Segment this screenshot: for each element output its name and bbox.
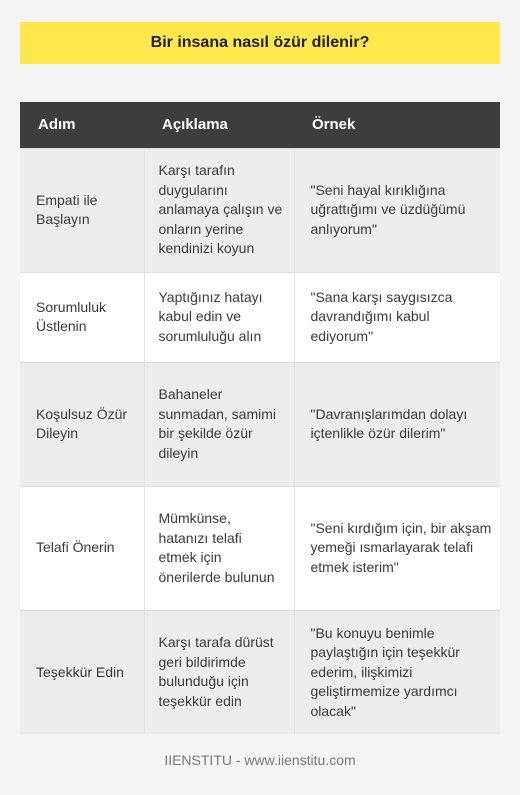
example-cell: "Seni kırdığım için, bir akşam yemeği ısmarlayarak telafi etmek isterim" xyxy=(294,486,500,610)
column-header-step: Adım xyxy=(20,102,144,148)
table-row xyxy=(20,148,500,272)
table-row xyxy=(20,362,500,486)
description-cell: Yaptığınız hatayı kabul edin ve sorumluluğu alın xyxy=(144,272,294,362)
description-cell: Karşı tarafa dürüst geri bildirimde bulunduğu için teşekkür edin xyxy=(144,610,294,734)
step-cell: Sorumluluk Üstlenin xyxy=(20,272,144,362)
page-title: Bir insana nasıl özür dilenir? xyxy=(150,34,370,51)
column-header-description: Açıklama xyxy=(144,102,294,148)
apology-steps-table xyxy=(20,102,500,734)
table-header-row xyxy=(20,102,500,148)
step-cell: Telafi Önerin xyxy=(20,486,144,610)
step-cell: Koşulsuz Özür Dileyin xyxy=(20,362,144,486)
table-row xyxy=(20,610,500,734)
example-cell: "Sana karşı saygısızca davrandığımı kabul ediyorum" xyxy=(294,272,500,362)
table-body xyxy=(20,148,500,734)
example-cell: "Bu konuyu benimle paylaştığın için teşekkür ederim, ilişkimizi geliştirmemize yardımcı olacak" xyxy=(294,610,500,734)
table-header xyxy=(20,102,500,148)
table-row xyxy=(20,486,500,610)
title-banner xyxy=(20,22,500,64)
apology-steps-table-container xyxy=(20,102,500,734)
table-row xyxy=(20,272,500,362)
footer-credit: IIENSTITU - www.iienstitu.com xyxy=(164,752,356,768)
description-cell: Mümkünse, hatanızı telafi etmek için önerilerde bulunun xyxy=(144,486,294,610)
example-cell: "Seni hayal kırıklığına uğrattığımı ve üzdüğümü anlıyorum" xyxy=(294,148,500,272)
description-cell: Karşı tarafın duygularını anlamaya çalışın ve onların yerine kendinizi koyun xyxy=(144,148,294,272)
column-header-example: Örnek xyxy=(294,102,500,148)
step-cell: Teşekkür Edin xyxy=(20,610,144,734)
step-cell: Empati ile Başlayın xyxy=(20,148,144,272)
example-cell: "Davranışlarımdan dolayı içtenlikle özür dilerim" xyxy=(294,362,500,486)
description-cell: Bahaneler sunmadan, samimi bir şekilde özür dileyin xyxy=(144,362,294,486)
